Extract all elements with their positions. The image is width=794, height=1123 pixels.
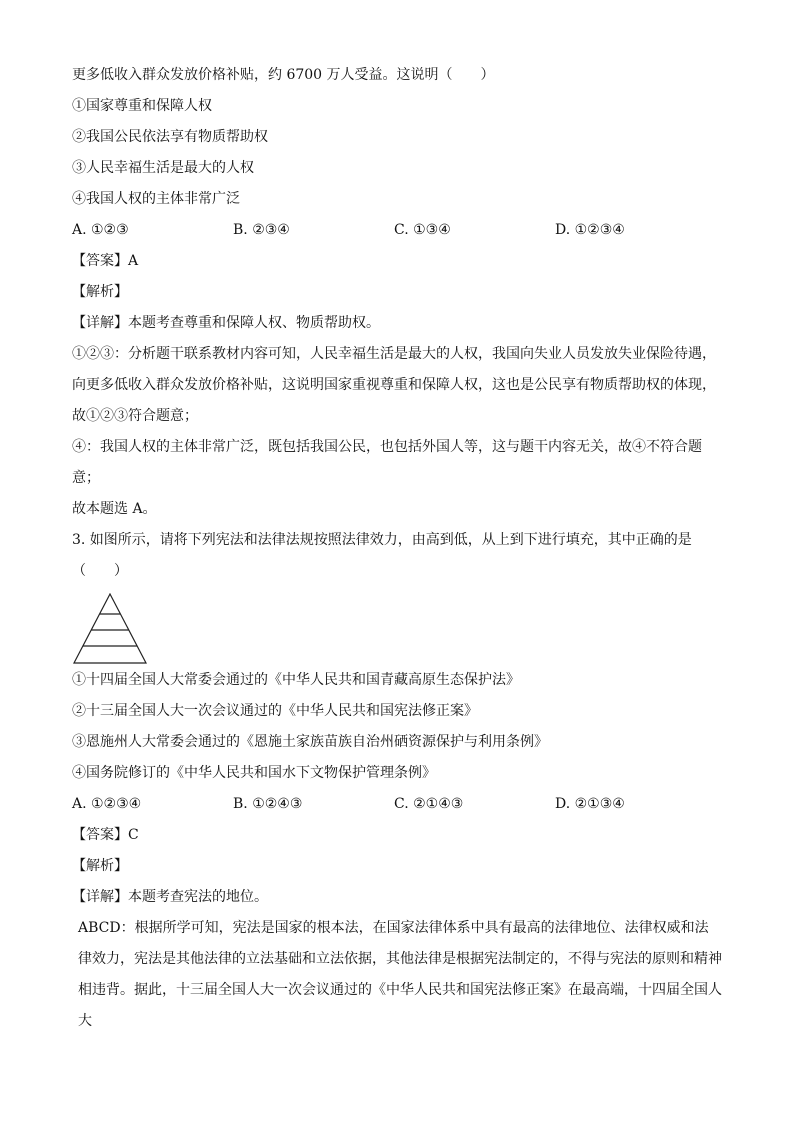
q2-statement-3: ③人民幸福生活是最大的人权 xyxy=(72,160,254,176)
q2-paragraph-2: ④：我国人权的主体非常广泛，既包括我国公民，也包括外国人等，这与题干内容无关，故④不符合题意； xyxy=(72,439,702,486)
q2-statement-2: ②我国公民依法享有物质帮助权 xyxy=(72,129,268,145)
q3-statement-3: ③恩施州人大常委会通过的《恩施土家族苗族自治州硒资源保护与利用条例》 xyxy=(72,734,548,750)
q2-option-d: D. ①②③④ xyxy=(555,222,625,238)
q3-option-d: D. ②①③④ xyxy=(555,796,625,812)
q2-stem-tail: 更多低收入群众发放价格补贴，约 6700 万人受益。这说明（ ） xyxy=(72,67,495,83)
q2-paragraph-1: ①②③：分析题干联系教材内容可知，人民幸福生活是最大的人权，我国向失业人员发放失业保险待遇，向更多低收入群众发放价格补贴，这说明国家重视尊重和保障人权，这也是公民享有物质帮助权的体现，故①②③符合题意； xyxy=(72,346,716,424)
q3-option-c: C. ②①④③ xyxy=(394,796,464,812)
q2-option-c: C. ①③④ xyxy=(394,222,451,238)
q2-options xyxy=(72,215,722,246)
q2-answer: 【答案】A xyxy=(72,253,139,269)
q2-analysis-label: 【解析】 xyxy=(72,284,128,300)
q3-statement-2: ②十三届全国人大一次会议通过的《中华人民共和国宪法修正案》 xyxy=(72,703,478,719)
q3-option-b: B. ①②④③ xyxy=(233,796,303,812)
document-page xyxy=(72,60,722,1037)
q3-option-a: A. ①②③④ xyxy=(72,796,142,812)
q3-statement-4: ④国务院修订的《中华人民共和国水下文物保护管理条例》 xyxy=(72,765,436,781)
q3-stem: 3. 如图所示，请将下列宪法和法律法规按照法律效力，由高到低，从上到下进行填充，其中正确的是 xyxy=(72,532,692,548)
q2-option-a: A. ①②③ xyxy=(72,222,129,238)
q2-statement-1: ①国家尊重和保障人权 xyxy=(72,98,212,114)
q2-option-b: B. ②③④ xyxy=(233,222,290,238)
q3-options xyxy=(72,789,722,820)
q3-answer: 【答案】C xyxy=(72,827,139,843)
q3-paragraph-1: ABCD：根据所学可知，宪法是国家的根本法，在国家法律体系中具有最高的法律地位、法律权威和法律效力，宪法是其他法律的立法基础和立法依据，其他法律是根据宪法制定的，不得与宪法的原则和精神相违背。据此，十三届全国人大一次会议通过的《中华人民共和国宪法修正案》在最高端，十四届全国人大 xyxy=(78,920,722,1029)
pyramid-figure xyxy=(72,587,722,665)
q3-bracket: （ ） xyxy=(72,563,128,579)
q3-detail: 【详解】本题考查宪法的地位。 xyxy=(72,889,268,905)
q3-analysis-label: 【解析】 xyxy=(72,858,128,874)
pyramid-diagram xyxy=(72,593,148,665)
q2-conclusion: 故本题选 A。 xyxy=(72,501,157,517)
q3-statement-1: ①十四届全国人大常委会通过的《中华人民共和国青藏高原生态保护法》 xyxy=(72,672,520,688)
q2-statement-4: ④我国人权的主体非常广泛 xyxy=(72,191,240,207)
pyramid-outline xyxy=(74,594,146,663)
q2-detail: 【详解】本题考查尊重和保障人权、物质帮助权。 xyxy=(72,315,380,331)
